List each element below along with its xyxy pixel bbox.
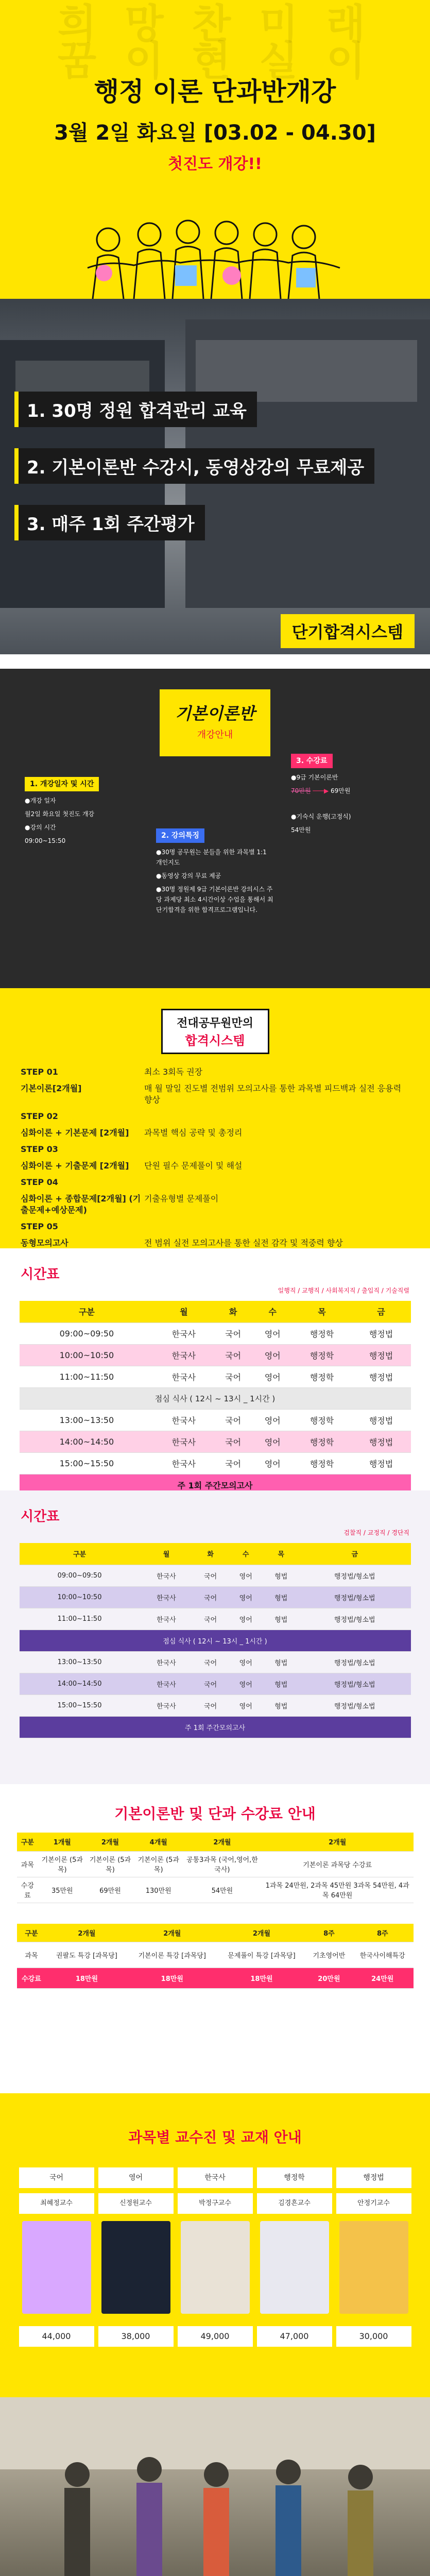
textbook-cover: [339, 2221, 408, 2314]
campus-photo-section: [0, 299, 430, 654]
price-cell: 기초영어반: [306, 1942, 352, 1968]
table-cell: 국어: [213, 1366, 253, 1387]
table-cell: 국어: [193, 1673, 228, 1694]
step-desc: 전 범위 실전 모의고사를 통한 실전 감각 및 적중력 향상: [144, 1238, 343, 1248]
table-row: [20, 1608, 411, 1630]
intro-line: 54만원: [291, 826, 311, 834]
table-row: [20, 1301, 411, 1323]
page-title: 행정 이론 단과반개강: [94, 77, 336, 107]
price-cell: 54만원: [183, 1877, 262, 1903]
table-cell: 14:00~14:50: [20, 1673, 140, 1694]
table-cell: 월: [154, 1301, 213, 1323]
table-cell: 한국사: [140, 1608, 193, 1630]
table-cell: 10:00~10:50: [20, 1344, 154, 1366]
system-label: 단기합격시스템: [281, 614, 415, 648]
course-date: 3월 2일 화요일 [03.02 - 04.30]: [54, 121, 376, 145]
step-desc: [144, 1144, 407, 1155]
step-label: STEP 01: [21, 1067, 58, 1077]
teacher-column: [96, 2167, 176, 2347]
table-cell: 행정학: [293, 1431, 352, 1452]
timetable-1-legend: 일행직 / 교행직 / 사회복지직 / 출입직 / 기술직렬: [278, 1287, 409, 1294]
table-cell: 영어: [253, 1344, 293, 1366]
table-row: [20, 1565, 411, 1586]
table-cell: 행정학: [293, 1366, 352, 1387]
step-row: [21, 1083, 407, 1106]
table-cell: 한국사: [140, 1673, 193, 1694]
features-heading: 2. 강의특징: [156, 828, 204, 843]
table-cell: 목: [293, 1301, 352, 1323]
step-label: 심화이론 + 기출문제 [2개월]: [21, 1161, 129, 1171]
timetable-2-section: [0, 1490, 430, 1784]
table-cell: 15:00~15:50: [20, 1452, 154, 1474]
step-label: 기본이론[2개월]: [21, 1083, 82, 1093]
intro-line: 09:00~15:50: [25, 837, 66, 844]
table-cell: 10:00~10:50: [20, 1586, 140, 1608]
table-cell: 수: [228, 1543, 264, 1565]
table-cell: 한국사: [154, 1431, 213, 1452]
teachers-title: 과목별 교수진 및 교재 안내: [128, 2129, 302, 2146]
table-cell: 행정법/형소법: [299, 1673, 411, 1694]
table-cell: 행정법/형소법: [299, 1608, 411, 1630]
table-cell: 행정법/형소법: [299, 1694, 411, 1716]
timetable-1-title: 시간표: [21, 1267, 60, 1282]
step-row: [21, 1066, 407, 1078]
price-row: [17, 1851, 414, 1877]
table-row: [20, 1323, 411, 1344]
feature-2: 2. 기본이론반 수강시, 동영상강의 무료제공: [14, 448, 374, 484]
step-row: [21, 1193, 407, 1216]
fee-heading: 3. 수강료: [291, 754, 333, 768]
table-cell: 영어: [228, 1565, 264, 1586]
table-cell: 영어: [253, 1323, 293, 1344]
intro-line: ●동영상 강의 무료 제공: [156, 872, 221, 879]
table-row: [20, 1409, 411, 1431]
price-cell: 8주: [306, 1924, 352, 1942]
table-cell: 목: [263, 1543, 299, 1565]
table-cell: 영어: [228, 1608, 264, 1630]
table-cell: 국어: [193, 1608, 228, 1630]
price-cell: 2개월: [127, 1924, 217, 1942]
price-cell: 과목: [17, 1851, 39, 1877]
students-photo: [0, 2397, 430, 2576]
price-cell: 69만원: [86, 1877, 134, 1903]
price-cell: 과목: [17, 1942, 46, 1968]
table-cell: 월: [140, 1543, 193, 1565]
table-row: [20, 1673, 411, 1694]
price-cell: 18만원: [127, 1968, 217, 1989]
price-cell: 35만원: [38, 1877, 86, 1903]
price-table-2: [17, 1924, 414, 1989]
table-cell: 한국사: [154, 1344, 213, 1366]
intro-col-features: [156, 828, 274, 918]
teacher-name: 안정기교수: [336, 2193, 411, 2214]
step-desc: 최소 3회독 권장: [144, 1067, 203, 1077]
price-cell: 2개월: [262, 1833, 414, 1851]
table-cell: 11:00~11:50: [20, 1608, 140, 1630]
table-cell: 13:00~13:50: [20, 1409, 154, 1431]
table-cell: 금: [299, 1543, 411, 1565]
table-cell: 한국사: [154, 1452, 213, 1474]
teacher-column: [176, 2167, 255, 2347]
price-row: [17, 1942, 414, 1968]
table-cell: 국어: [193, 1694, 228, 1716]
table-cell: 한국사: [154, 1323, 213, 1344]
table-cell: 행정법: [352, 1366, 411, 1387]
step-label: STEP 05: [21, 1222, 58, 1231]
price-cell: 기본이론 (5과목): [38, 1851, 86, 1877]
textbook-price: 44,000: [19, 2326, 94, 2347]
table-row: [20, 1431, 411, 1452]
table-cell: 영어: [228, 1694, 264, 1716]
textbook-price: 38,000: [98, 2326, 174, 2347]
step-desc: 단원 필수 문제풀이 및 해설: [144, 1161, 243, 1171]
price-cell: 수강료: [17, 1968, 46, 1989]
table-cell: 행정학: [293, 1452, 352, 1474]
price-cell: 문제풀이 특강 [과목당]: [217, 1942, 306, 1968]
table-row: [20, 1586, 411, 1608]
intro-line: ●9급 기본이론반: [291, 774, 338, 781]
intro-line: ●개강 일자: [25, 797, 56, 804]
table-cell: 영어: [253, 1409, 293, 1431]
system-section: [0, 988, 430, 1248]
table-row: [20, 1366, 411, 1387]
textbook-price: 30,000: [336, 2326, 411, 2347]
table-cell: 국어: [213, 1452, 253, 1474]
price-cell: 공통3과목 (국어,영어,한국사): [183, 1851, 262, 1877]
teacher-name: 박정구교수: [178, 2193, 253, 2214]
step-label: 심화이론 + 종합문제[2개월] (기출문제+예상문제): [21, 1194, 141, 1215]
price-row: [17, 1924, 414, 1942]
table-cell: 영어: [228, 1673, 264, 1694]
hero-bg-word-1: 희 망 찬 미 래: [57, 1, 373, 47]
table-cell: 국어: [213, 1344, 253, 1366]
table-cell: 한국사: [140, 1586, 193, 1608]
step-label: STEP 04: [21, 1177, 58, 1187]
table-cell: 국어: [213, 1431, 253, 1452]
table-cell: 11:00~11:50: [20, 1366, 154, 1387]
people-illustration: [77, 211, 353, 299]
table-cell: 영어: [253, 1431, 293, 1452]
table-row: [20, 1344, 411, 1366]
table-cell: 구분: [20, 1543, 140, 1565]
step-row: [21, 1177, 407, 1188]
textbook-cover: [260, 2221, 329, 2314]
price-cell: 2개월: [183, 1833, 262, 1851]
table-cell: 행정법: [352, 1323, 411, 1344]
timetable-2-legend: 검찰직 / 교정직 / 경단직: [343, 1529, 409, 1536]
system-title-box: [161, 1009, 269, 1054]
price-cell: 18만원: [217, 1968, 306, 1989]
table-cell: 화: [193, 1543, 228, 1565]
teacher-name: 신정원교수: [98, 2193, 174, 2214]
lunch-row: 점심 식사 ( 12시 ~ 13시 _ 1시간 ): [20, 1387, 411, 1409]
system-line2: 합격시스템: [185, 1033, 245, 1048]
table-cell: 형법: [263, 1608, 299, 1630]
table-cell: 한국사: [140, 1694, 193, 1716]
lunch-row: 점심 식사 ( 12시 ~ 13시 _ 1시간 ): [20, 1630, 411, 1651]
teacher-name: 김경흔교수: [257, 2193, 332, 2214]
step-row: [21, 1238, 407, 1248]
table-cell: 국어: [213, 1409, 253, 1431]
step-label: 동형모의고사: [21, 1238, 68, 1248]
intro-title: 기본이론반: [175, 704, 255, 723]
price-cell: 2개월: [86, 1833, 134, 1851]
price-cell: 20만원: [306, 1968, 352, 1989]
textbook-cover: [22, 2221, 91, 2314]
feature-3: 3. 매주 1회 주간평가: [14, 505, 205, 540]
price-row: [17, 1833, 414, 1851]
teacher-sub: 국어: [19, 2167, 94, 2188]
price-row: [17, 1968, 414, 1989]
step-row: [21, 1111, 407, 1122]
table-cell: 행정법/형소법: [299, 1565, 411, 1586]
textbook-cover: [181, 2221, 250, 2314]
table-cell: 형법: [263, 1565, 299, 1586]
price-cell: 8주: [352, 1924, 414, 1942]
step-label: 심화이론 + 기본문제 [2개월]: [21, 1128, 129, 1138]
price-table-1: [17, 1833, 414, 1903]
table-cell: 행정법/형소법: [299, 1586, 411, 1608]
table-cell: 행정법: [352, 1431, 411, 1452]
weekly-exam-row: 주 1회 주간모의고사: [20, 1716, 411, 1738]
teacher-column: [334, 2167, 414, 2347]
timetable-2-title: 시간표: [21, 1509, 60, 1524]
table-cell: 형법: [263, 1651, 299, 1673]
step-row: [21, 1144, 407, 1155]
first-class-badge: 첫진도 개강!!: [168, 155, 262, 173]
intro-subtitle: 개강안내: [197, 730, 233, 740]
price-cell: 권팔도 특강 [과목당]: [46, 1942, 127, 1968]
price-cell: 1과목 24만원, 2과목 45만원 3과목 54만원, 4과목 64만원: [262, 1877, 414, 1903]
new-fee: 69만원: [331, 787, 351, 794]
step-desc: [144, 1177, 407, 1188]
table-cell: 행정학: [293, 1409, 352, 1431]
price-cell: 2개월: [46, 1924, 127, 1942]
price-cell: 18만원: [46, 1968, 127, 1989]
intro-col-fee: [291, 754, 409, 838]
timetable-2: [20, 1543, 411, 1738]
table-cell: 형법: [263, 1694, 299, 1716]
teacher-sub: 행정법: [336, 2167, 411, 2188]
intro-line: ●30명 정원제 9급 기본이론반 강의시스 주당 과제당 최소 4시간이상 수업을 통해서 최단기합격을 위한 합격프로그램입니다.: [156, 886, 273, 913]
table-row: [20, 1694, 411, 1716]
step-row: [21, 1221, 407, 1232]
table-cell: 영어: [253, 1452, 293, 1474]
step-desc: 과목별 핵심 공략 및 총정리: [144, 1128, 243, 1138]
price-cell: 한국사이해특강: [352, 1942, 414, 1968]
teacher-column: [17, 2167, 96, 2347]
intro-line: ●기숙식 운행(고정식): [291, 813, 351, 820]
weekly-exam-row: 주 1회 주간모의고사: [20, 1474, 411, 1490]
table-cell: 한국사: [154, 1409, 213, 1431]
price-cell: 1개월: [38, 1833, 86, 1851]
timetable-1: [20, 1301, 411, 1490]
table-cell: 13:00~13:50: [20, 1651, 140, 1673]
table-cell: 행정학: [293, 1344, 352, 1366]
price-cell: 기본이론 특강 [과목당]: [127, 1942, 217, 1968]
hero-bg-word-2: 꿈 이 현 실 이: [57, 38, 373, 84]
step-desc: 기출유형별 문제풀이: [144, 1194, 219, 1204]
table-cell: 영어: [253, 1366, 293, 1387]
intro-title-box: [160, 689, 270, 756]
teacher-sub: 영어: [98, 2167, 174, 2188]
feature-1: 1. 30명 정원 합격관리 교육: [14, 392, 257, 427]
table-cell: 행정법: [352, 1409, 411, 1431]
table-cell: 금: [352, 1301, 411, 1323]
teacher-sub: 한국사: [178, 2167, 253, 2188]
teachers-section: [0, 2093, 430, 2397]
table-cell: 국어: [193, 1565, 228, 1586]
table-cell: 행정법/형소법: [299, 1651, 411, 1673]
system-line1: 전대공무원만의: [177, 1017, 253, 1030]
table-cell: 국어: [193, 1586, 228, 1608]
table-cell: 형법: [263, 1673, 299, 1694]
price-cell: 기본이론 (5과목): [134, 1851, 183, 1877]
hero-section: [0, 0, 430, 299]
schedule-heading: 1. 개강일자 및 시간: [25, 777, 99, 791]
fee-arrow: 70만원 ───▶ 69만원: [291, 787, 351, 794]
table-cell: 형법: [263, 1586, 299, 1608]
intro-col-schedule: [25, 777, 143, 849]
step-row: [21, 1127, 407, 1139]
textbook-price: 47,000: [257, 2326, 332, 2347]
table-cell: 행정법: [352, 1344, 411, 1366]
step-label: STEP 02: [21, 1111, 58, 1121]
table-cell: 15:00~15:50: [20, 1694, 140, 1716]
step-desc: 매 월 말일 진도별 전범위 모의고사를 통한 과목별 피드백과 실전 응용력 향상: [144, 1083, 402, 1105]
teachers-grid: [17, 2167, 414, 2347]
table-cell: 국어: [193, 1651, 228, 1673]
table-cell: 구분: [20, 1301, 154, 1323]
price-cell: 수강료: [17, 1877, 39, 1903]
teacher-name: 최혜정교수: [19, 2193, 94, 2214]
price-cell: 구분: [17, 1924, 46, 1942]
timetable-1-section: [0, 1248, 430, 1490]
table-row: [20, 1452, 411, 1474]
table-cell: 09:00~09:50: [20, 1565, 140, 1586]
textbook-price: 49,000: [178, 2326, 253, 2347]
table-cell: 행정학: [293, 1323, 352, 1344]
step-desc: [144, 1111, 407, 1122]
table-cell: 영어: [228, 1586, 264, 1608]
table-cell: 한국사: [140, 1565, 193, 1586]
teacher-column: [255, 2167, 334, 2347]
price-cell: 24만원: [352, 1968, 414, 1989]
price-cell: 기본이론 (5과목): [86, 1851, 134, 1877]
price-cell: 구분: [17, 1833, 39, 1851]
step-desc: [144, 1221, 407, 1232]
table-cell: 수: [253, 1301, 293, 1323]
table-cell: 14:00~14:50: [20, 1431, 154, 1452]
price-title: 기본이론반 및 단과 수강료 안내: [114, 1805, 316, 1822]
price-section: [0, 1784, 430, 2093]
price-cell: 130만원: [134, 1877, 183, 1903]
old-fee: 70만원: [291, 787, 311, 794]
intro-line: 월2일 화요일 첫진도 개강: [25, 810, 94, 818]
table-cell: 한국사: [140, 1651, 193, 1673]
table-cell: 영어: [228, 1651, 264, 1673]
table-row: [20, 1543, 411, 1565]
price-cell: 4개월: [134, 1833, 183, 1851]
table-cell: 국어: [213, 1323, 253, 1344]
price-cell: 기본이론 과목당 수강료: [262, 1851, 414, 1877]
table-cell: 화: [213, 1301, 253, 1323]
table-cell: 09:00~09:50: [20, 1323, 154, 1344]
table-row: [20, 1651, 411, 1673]
table-cell: 행정법: [352, 1452, 411, 1474]
step-label: STEP 03: [21, 1144, 58, 1154]
steps-list: [21, 1066, 407, 1248]
table-cell: 한국사: [154, 1366, 213, 1387]
teacher-sub: 행정학: [257, 2167, 332, 2188]
course-intro-section: [0, 669, 430, 988]
intro-line: ●강의 시간: [25, 824, 56, 831]
price-row: [17, 1877, 414, 1903]
intro-line: ●30명 공무원는 분들을 위한 과목별 1:1 개인지도: [156, 849, 267, 866]
price-cell: 2개월: [217, 1924, 306, 1942]
step-row: [21, 1160, 407, 1172]
students-illustration: [0, 2397, 430, 2576]
textbook-cover: [101, 2221, 170, 2314]
